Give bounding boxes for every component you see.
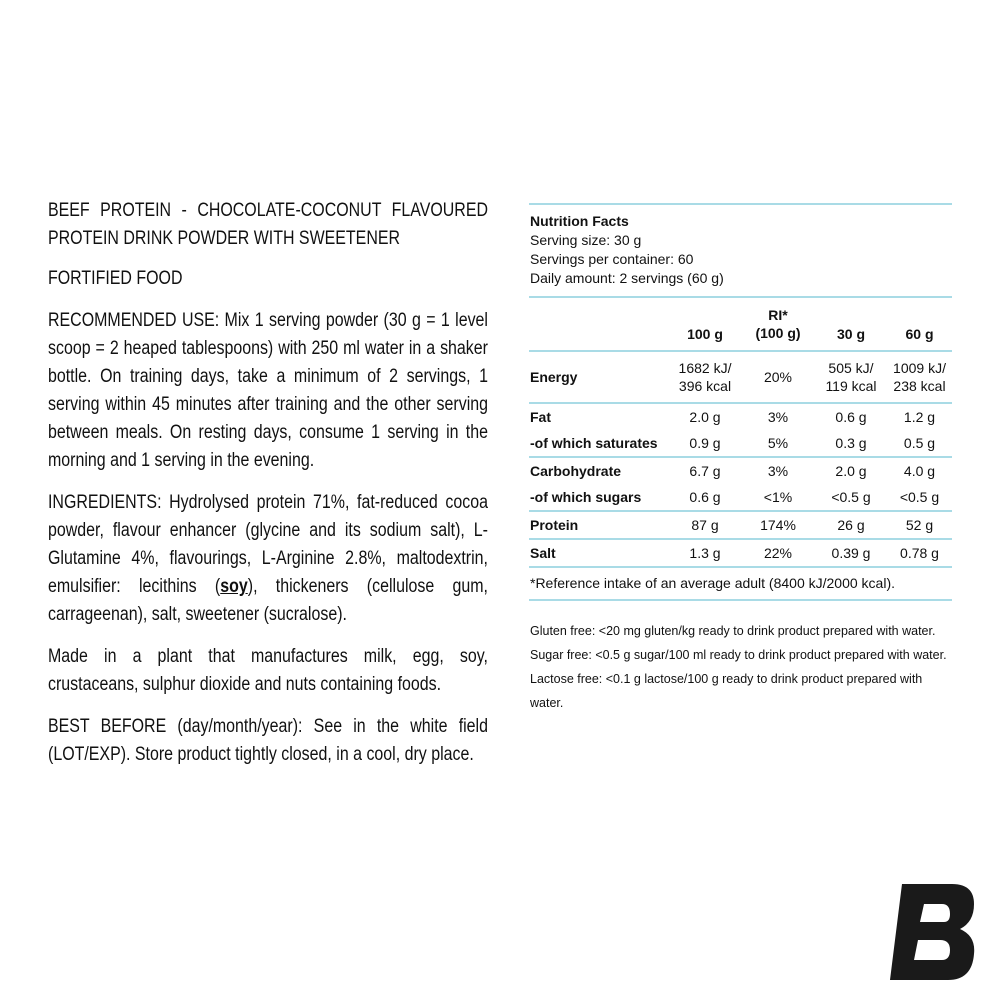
servings-per-container: Servings per container: 60	[530, 251, 694, 267]
ingredients	[48, 489, 488, 629]
row-label: Energy	[529, 351, 669, 403]
cell: 26 g	[815, 511, 887, 539]
reference-footnote: *Reference intake of an average adult (8400 kJ/2000 kcal).	[530, 575, 896, 591]
nutrition-title: Nutrition Facts	[530, 213, 629, 229]
cell: 0.3 g	[815, 430, 887, 457]
cell: 22%	[741, 539, 815, 567]
product-label-text	[48, 197, 488, 783]
table-row	[529, 403, 952, 430]
table-row	[529, 457, 952, 484]
ingredients-text: : Hydrolysed protein 71%, fat-reduced cocoa powder, flavour enhancer (glycine and its sodium salt), L-Glutamine 4%, flavourings, L-Arginine 2.8%, maltodextrin, emulsifier: lecithins (	[48, 492, 488, 597]
cell: 20%	[741, 351, 815, 403]
best-before	[48, 713, 488, 769]
cell: 174%	[741, 511, 815, 539]
free-claims	[529, 619, 952, 715]
col-ri-line2: (100 g)	[755, 325, 801, 341]
divider	[529, 599, 952, 601]
cell: 52 g	[887, 511, 952, 539]
col-60g: 60 g	[887, 298, 952, 351]
ingredients-text-end: ), thickeners (cellulose gum, carrageenan), salt, sweetener (sucralose).	[48, 576, 488, 625]
row-label: Protein	[529, 511, 669, 539]
nutrition-table	[529, 298, 952, 568]
table-row	[529, 511, 952, 539]
cell: 3%	[767, 463, 789, 479]
row-label: Fat	[530, 409, 551, 425]
cell: 87 g	[669, 511, 741, 539]
table-row	[529, 351, 952, 403]
row-label: Salt	[529, 539, 669, 567]
cell: 4.0 g	[903, 463, 936, 479]
cell: 0.78 g	[887, 539, 952, 567]
col-ri	[741, 298, 815, 351]
sugar-free-claim: Sugar free: <0.5 g sugar/100 ml ready to drink product prepared with water.	[530, 648, 947, 662]
table-row	[529, 430, 952, 457]
cell: 3%	[767, 409, 789, 425]
cell: 1.2 g	[903, 409, 936, 425]
row-label: -of which saturates	[529, 430, 669, 457]
cell-line: 238 kcal	[893, 378, 946, 394]
cell: 2.0 g	[835, 463, 867, 479]
best-before-text: (day/month/year): See in the white field (LOT/EXP). Store product tightly closed, in a cool, dry place.	[48, 716, 488, 765]
product-title: BEEF PROTEIN - CHOCOLATE-COCONUT FLAVOURED PROTEIN DRINK POWDER WITH SWEETENER	[48, 200, 488, 249]
table-header-row	[529, 298, 952, 351]
col-100g: 100 g	[669, 298, 741, 351]
cell	[887, 351, 952, 403]
cell-line: 396 kcal	[678, 378, 732, 394]
cell	[815, 351, 887, 403]
col-ri-line1: RI*	[768, 307, 788, 323]
ingredients-label: INGREDIENTS	[48, 492, 158, 513]
recommended-use-text: Mix 1 serving powder (30 g = 1 level scoop = 2 heaped tablespoons) with 250 ml water in a shaker bottle. On training days, take a minimum of 2 servings, 1 serving within 45 minutes after training and the other serving between meals. On resting days, consume 1 serving in the morning and 1 serving in the evening.	[48, 310, 488, 471]
product-category: FORTIFIED FOOD	[48, 268, 183, 289]
allergen-note: Made in a plant that manufactures milk, egg, soy, crustaceans, sulphur dioxide and nuts containing foods.	[48, 646, 488, 695]
cell: 6.7 g	[689, 463, 721, 479]
cell: 0.9 g	[669, 430, 741, 457]
col-30g: 30 g	[815, 298, 887, 351]
lactose-free-claim: Lactose free: <0.1 g lactose/100 g ready to drink product prepared with water.	[530, 672, 923, 710]
best-before-label: BEST BEFORE	[48, 716, 167, 737]
daily-amount: Daily amount: 2 servings (60 g)	[530, 270, 724, 286]
row-label: -of which sugars	[529, 484, 669, 511]
nutrition-header	[529, 205, 952, 296]
cell: 0.6 g	[835, 409, 867, 425]
row-label: Carbohydrate	[530, 463, 622, 479]
cell-line: 1682 kJ/	[678, 360, 732, 376]
recommended-use-label: RECOMMENDED USE:	[48, 310, 220, 331]
cell-line: 505 kJ/	[828, 360, 874, 376]
serving-size: Serving size: 30 g	[530, 232, 642, 248]
table-row	[529, 484, 952, 511]
brand-b-logo-icon	[890, 884, 976, 980]
cell: <0.5 g	[815, 484, 887, 511]
cell: 0.5 g	[887, 430, 952, 457]
table-row	[529, 539, 952, 567]
cell: 0.39 g	[815, 539, 887, 567]
allergen-soy: soy	[220, 576, 248, 597]
cell: <0.5 g	[887, 484, 952, 511]
gluten-free-claim: Gluten free: <20 mg gluten/kg ready to drink product prepared with water.	[530, 624, 936, 638]
cell: <1%	[741, 484, 815, 511]
cell-line: 1009 kJ/	[893, 360, 946, 376]
cell-line: 119 kcal	[825, 378, 877, 394]
cell: 2.0 g	[689, 409, 721, 425]
recommended-use	[48, 307, 488, 475]
cell: 1.3 g	[669, 539, 741, 567]
nutrition-panel	[529, 203, 952, 715]
header-blank	[529, 298, 669, 351]
cell: 0.6 g	[669, 484, 741, 511]
cell	[669, 351, 741, 403]
cell: 5%	[741, 430, 815, 457]
